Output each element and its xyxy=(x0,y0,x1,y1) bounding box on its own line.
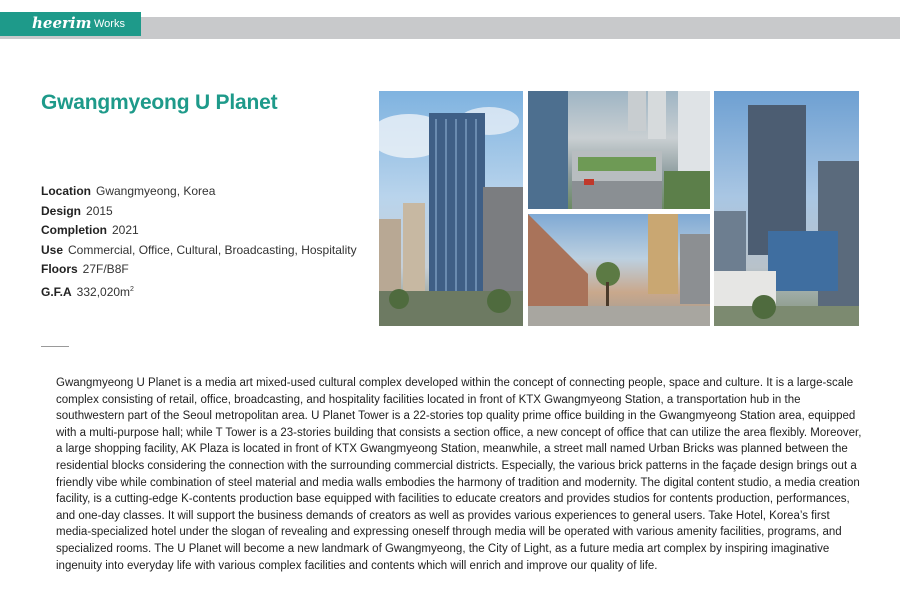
fact-gfa xyxy=(41,280,357,303)
fact-value: 2015 xyxy=(86,203,113,218)
fact-completion xyxy=(41,221,357,241)
fact-design xyxy=(41,202,357,222)
photo-street-mall xyxy=(528,214,710,326)
project-title: Gwangmyeong U Planet xyxy=(41,91,278,114)
fact-label: G.F.A xyxy=(41,284,72,299)
fact-label: Use xyxy=(41,242,64,257)
fact-value: Gwangmyeong, Korea xyxy=(96,184,216,198)
fact-value: 2021 xyxy=(112,223,139,238)
project-facts xyxy=(41,182,357,303)
photo-ak-plaza xyxy=(714,91,859,326)
photo-tower-exterior xyxy=(379,91,523,326)
fact-label: Completion xyxy=(41,223,107,238)
fact-location xyxy=(41,182,357,202)
fact-use xyxy=(41,241,357,261)
fact-label: Location xyxy=(41,184,91,198)
gfa-number: 332,020m xyxy=(76,284,131,299)
section-divider xyxy=(41,346,69,347)
fact-floors xyxy=(41,260,357,280)
fact-value xyxy=(77,285,134,299)
section-label: Works xyxy=(94,18,125,30)
brand-logo: heerim xyxy=(32,14,92,32)
fact-value: Commercial, Office, Cultural, Broadcasting, Hospitality xyxy=(68,242,357,257)
gfa-unit-superscript: 2 xyxy=(130,285,134,293)
fact-label: Floors xyxy=(41,262,78,277)
fact-value: 27F/B8F xyxy=(82,262,129,277)
brand-tab xyxy=(0,12,141,36)
fact-label: Design xyxy=(41,203,82,218)
photo-aerial-view xyxy=(528,91,710,209)
project-description: Gwangmyeong U Planet is a media art mixed-used cultural complex developed within the concept of connecting people, space and culture. It is a large-scale complex consisting of retail, office, broadcasting, and hospitality facilities located in front of KTX Gwangmyeong Station, a transportation hub in the southwestern part of the Seoul metropolitan area. U Planet Tower is a 22-stories top quality prime office building in the Gwangmyeong Station area, equipped with a multi-purpose hall; while T Tower is a 23-stories building that consists a section office, a new concept of office that can utilize the area flexibly. Moreover, a large shopping facility, AK Plaza is located in front of KTX Gwangmyeong Station, meanwhile, a street mall named Urban Bricks was planned between the residential blocks considering the connection with the surrounding commercial districts. Especially, the various brick patterns in the façade design brings out a friendly vibe while combination of steel material and media walls embodies the harmony of tradition and modernity. The digital content studio, a media creation facility, is a cutting-edge K-contents production base equipped with facilities to educate creators and provides studios for contents production, performances, and one-day classes. It will support the business demands of creators as well as provides various experiences to general users. Take Hotel, Korea’s first media-specialized hotel under the slogan of revealing and expressing oneself through media will be operated with various amenity facilities, programs, and specialized rooms. The U Planet will become a new landmark of Gwangmyeong, the City of Light, as a future media art complex by inspiring imaginative ingenuity into everyday life with various complex facilities and contents which will enrich and improve our quality of life. xyxy=(56,377,862,572)
